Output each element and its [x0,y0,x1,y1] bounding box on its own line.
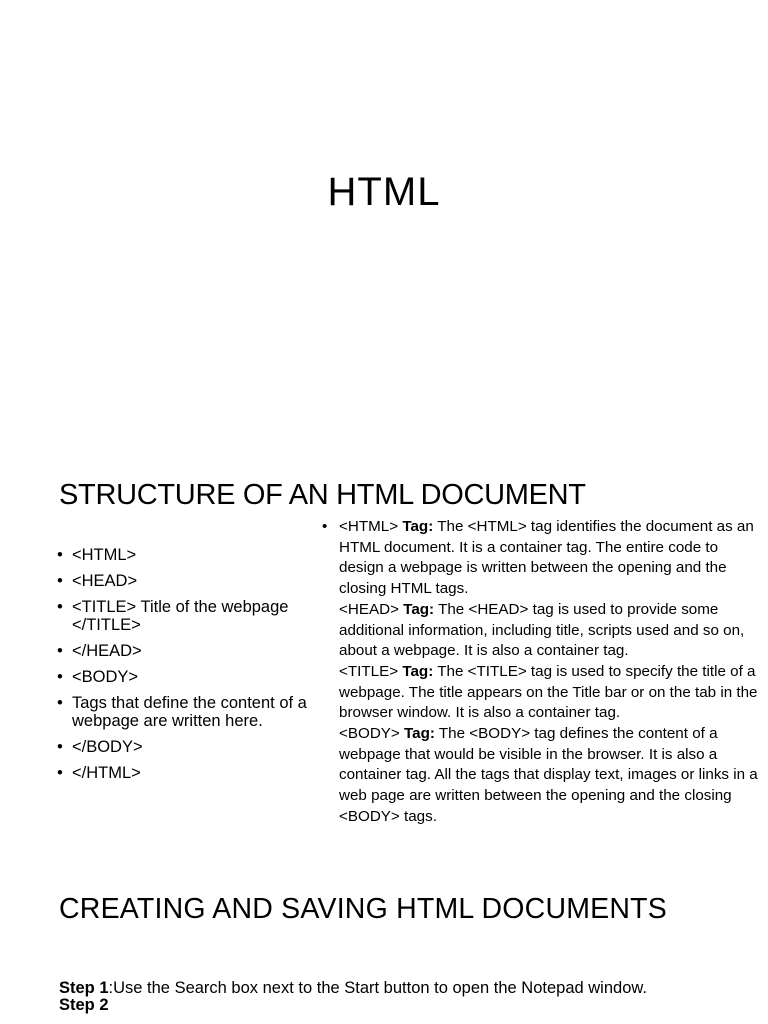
list-item: • <BODY> [57,668,139,686]
step-item [59,997,719,1014]
step-text: :Use the Search box next to the Start button to open the Notepad window. [108,979,647,997]
step-item [59,980,719,997]
step-label: Step 2 [59,996,109,1014]
head-tag-description: <HEAD> Tag: The <HEAD> tag is used to provide some additional information, including title, scripts used and so on, about a webpage. It is also a container tag. [339,600,745,660]
bullet-icon: • [57,764,63,782]
body-tag-description: <BODY> Tag: The <BODY> tag defines the content of a webpage that would be visible in the browser. It is also a container tag. All the tags that display text, images or links in a web page are written between the opening and the closing <BODY> tags. [339,725,758,825]
list-item: • </HEAD> [57,642,142,660]
step-label: Step 1 [59,979,109,997]
bullet-icon: • [57,738,63,756]
slide-title: HTML [327,170,441,214]
list-item: • <HTML> [57,546,137,564]
list-item: • </HTML> [57,764,141,782]
bullet-icon: • [57,694,63,712]
title-tag-description: <TITLE> Tag: The <TITLE> tag is used to specify the title of a webpage. The title appears on the Title bar or on the tab in the browser window. It is also a container tag. [339,662,758,722]
structure-heading: STRUCTURE OF AN HTML DOCUMENT [59,479,586,511]
bullet-icon: • [57,642,63,660]
bullet-icon: • [322,518,328,535]
bullet-icon: • [57,572,63,590]
list-item: • Tags that define the content of a webpage are written here. [57,694,307,730]
list-item: • <HEAD> [57,572,138,590]
steps-list [59,980,719,1014]
structure-tag-list [57,546,325,790]
tag-descriptions [322,517,762,828]
list-item: • <TITLE> Title of the webpage </TITLE> [57,598,289,634]
list-item: • </BODY> [57,738,143,756]
html-tag-description: <HTML> Tag: The <HTML> tag identifies the document as an HTML document. It is a container tag. The entire code to design a webpage is written between the opening and the closing HTML tags. [339,518,754,598]
bullet-icon: • [57,598,63,616]
creating-heading: CREATING AND SAVING HTML DOCUMENTS [59,893,667,925]
bullet-icon: • [57,546,63,564]
bullet-icon: • [57,668,63,686]
